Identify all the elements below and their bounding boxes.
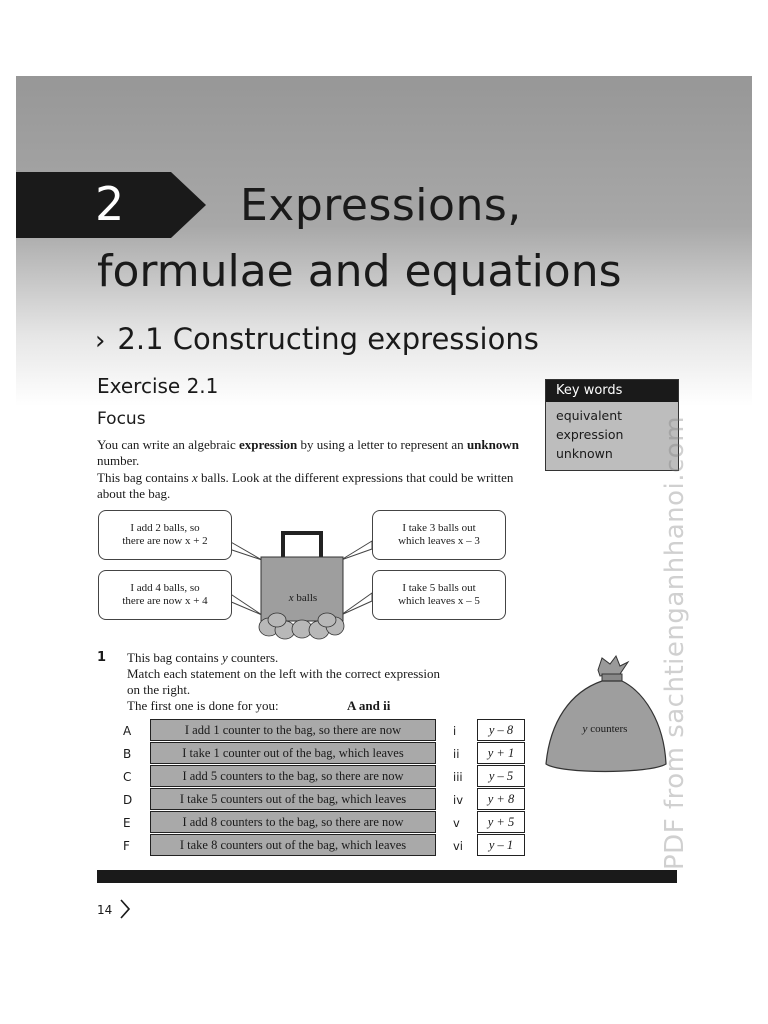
statement-letter: D [123, 793, 133, 807]
expression-box: y – 1 [477, 834, 525, 856]
statement-letter: C [123, 770, 132, 784]
bag-label: x balls [288, 592, 318, 604]
intro-paragraph-1: You can write an algebraic expression by using a letter to represent an unknown number. [97, 437, 519, 468]
question-number: 1 [97, 650, 107, 665]
statement-box: I add 5 counters to the bag, so there are now [150, 765, 436, 787]
chevron-right-icon: › [95, 326, 106, 356]
expression-numeral: iv [453, 793, 464, 807]
speech-bubble: I add 2 balls, so there are now x + 2 [98, 510, 232, 560]
statement-letter: B [123, 747, 132, 761]
question-text: This bag contains y counters. Match each statement on the left with the correct expression on the right. The first one is done for you: [127, 650, 440, 713]
key-words-box [545, 379, 679, 471]
expression-numeral: v [453, 816, 460, 830]
focus-heading: Focus [97, 409, 146, 429]
expression-numeral: iii [453, 770, 463, 784]
statement-box: I take 8 counters out of the bag, which leaves [150, 834, 436, 856]
expression-box: y + 1 [477, 742, 525, 764]
key-word: equivalent [556, 408, 623, 423]
chapter-number: 2 [95, 177, 125, 231]
statement-box: I add 8 counters to the bag, so there are now [150, 811, 436, 833]
expression-box: y + 5 [477, 811, 525, 833]
speech-bubble: I take 3 balls out which leaves x – 3 [372, 510, 506, 560]
footer-rule [97, 870, 677, 883]
sack-label: y counters [582, 723, 628, 735]
statement-box: I add 1 counter to the bag, so there are now [150, 719, 436, 741]
section-heading [95, 322, 539, 356]
expression-box: y – 5 [477, 765, 525, 787]
watermark: PDF from sachtienganhhanoi.com [660, 415, 690, 870]
chapter-title-line1: Expressions, [240, 180, 522, 231]
key-words-heading: Key words [546, 380, 678, 402]
speech-bubble: I add 4 balls, so there are now x + 4 [98, 570, 232, 620]
chapter-title-line2: formulae and equations [97, 246, 622, 297]
section-title: 2.1 Constructing expressions [117, 322, 539, 356]
statement-letter: E [123, 816, 131, 830]
statement-letter: F [123, 839, 130, 853]
statement-letter: A [123, 724, 132, 738]
key-word: unknown [556, 446, 613, 461]
exercise-title: Exercise 2.1 [97, 374, 219, 398]
page-number: 14 [97, 903, 113, 917]
expression-box: y + 8 [477, 788, 525, 810]
chevron-right-icon [118, 898, 132, 920]
worked-answer: A and ii [347, 698, 391, 713]
expression-box: y – 8 [477, 719, 525, 741]
statement-box: I take 5 counters out of the bag, which leaves [150, 788, 436, 810]
intro-paragraph-2: This bag contains x balls. Look at the different expressions that could be written about the bag. [97, 470, 514, 501]
expression-numeral: i [453, 724, 457, 738]
key-word: expression [556, 427, 624, 442]
statement-box: I take 1 counter out of the bag, which leaves [150, 742, 436, 764]
counter-sack [540, 652, 672, 778]
speech-bubble: I take 5 balls out which leaves x – 5 [372, 570, 506, 620]
expression-numeral: vi [453, 839, 464, 853]
key-words-list [546, 402, 678, 467]
expression-numeral: ii [453, 747, 460, 761]
